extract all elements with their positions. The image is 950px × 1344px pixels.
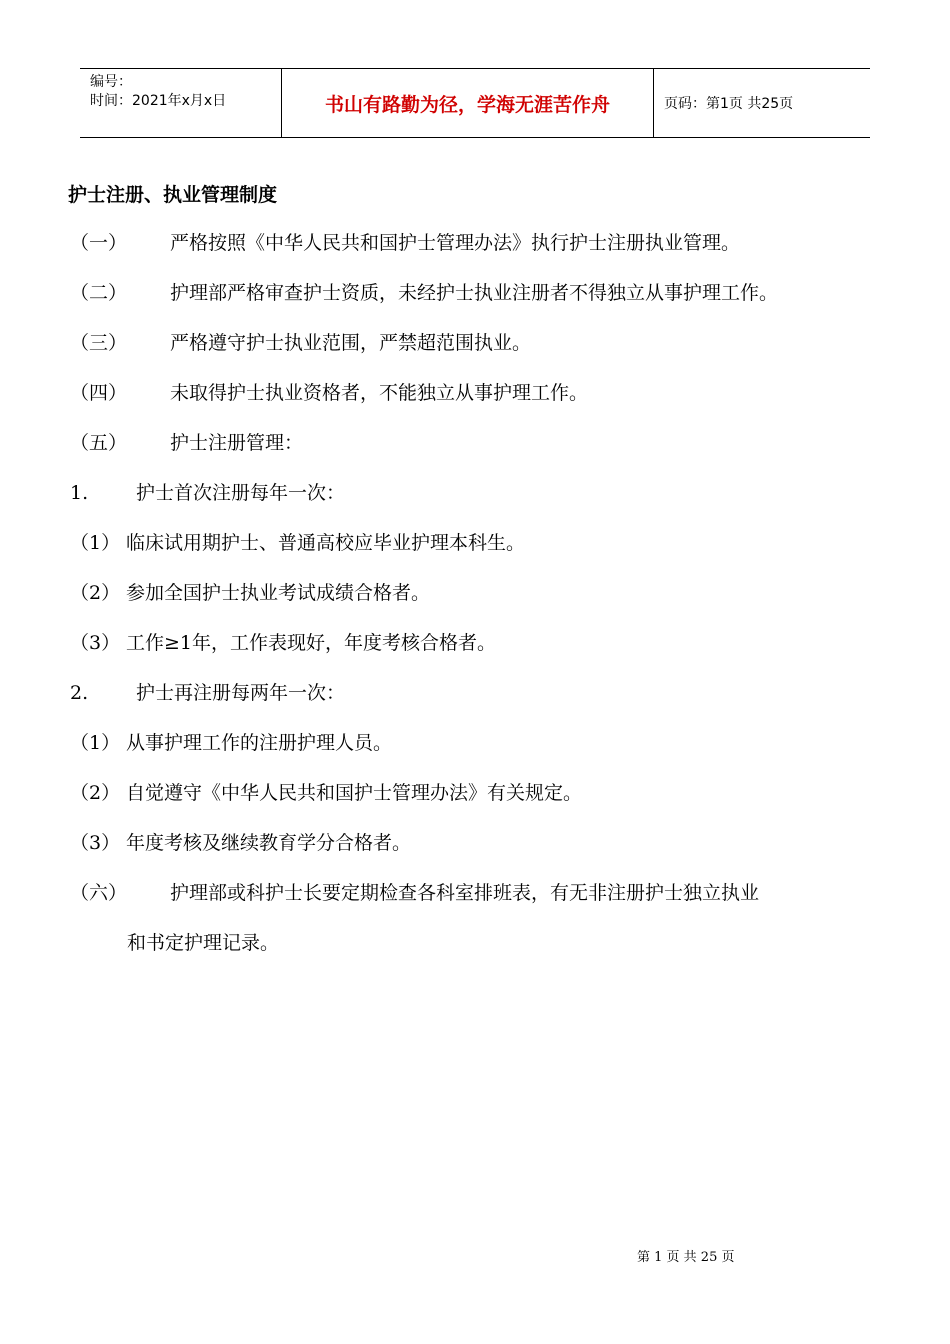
paragraph-12 bbox=[70, 780, 582, 806]
paragraph-mark: （3） bbox=[70, 832, 121, 854]
paragraph-4 bbox=[70, 380, 588, 406]
paragraph-11 bbox=[70, 730, 392, 756]
paragraph-mark: （一） bbox=[70, 232, 128, 254]
paragraph-text: 自觉遵守《中华人民共和国护士管理办法》有关规定。 bbox=[126, 782, 583, 804]
paragraph-text: 临床试用期护士、普通高校应毕业护理本科生。 bbox=[126, 532, 526, 554]
paragraph-13 bbox=[70, 830, 411, 856]
paragraph-text: 从事护理工作的注册护理人员。 bbox=[126, 732, 393, 754]
paragraph-mark: （2） bbox=[70, 582, 121, 604]
paragraph-text: 年度考核及继续教育学分合格者。 bbox=[126, 832, 412, 854]
paragraph-5 bbox=[70, 430, 303, 456]
paragraph-continuation: 和书定护理记录。 bbox=[127, 932, 280, 954]
header-meta bbox=[80, 69, 282, 137]
document-title: 护士注册、执业管理制度 bbox=[68, 184, 278, 206]
paragraph-mark: 1. bbox=[70, 482, 89, 504]
paragraph-mark: （3） bbox=[70, 632, 121, 654]
paragraph-3 bbox=[70, 330, 531, 356]
paragraph-mark: （1） bbox=[70, 732, 121, 754]
paragraph-mark: （2） bbox=[70, 782, 121, 804]
paragraph-6 bbox=[70, 480, 345, 506]
paragraph-mark: （四） bbox=[70, 382, 128, 404]
paragraph-text: 参加全国护士执业考试成绩合格者。 bbox=[126, 582, 431, 604]
paragraph-text: 未取得护士执业资格者，不能独立从事护理工作。 bbox=[170, 382, 589, 404]
paragraph-mark: 2. bbox=[70, 682, 89, 704]
paragraph-text: 严格按照《中华人民共和国护士管理办法》执行护士注册执业管理。 bbox=[170, 232, 741, 254]
paragraph-mark: （六） bbox=[70, 882, 128, 904]
paragraph-9 bbox=[70, 630, 496, 656]
paragraph-text: 工作≥1年，工作表现好，年度考核合格者。 bbox=[126, 632, 497, 654]
paragraph-14 bbox=[70, 880, 759, 906]
paragraph-mark: （三） bbox=[70, 332, 128, 354]
paragraph-text: 严格遵守护士执业范围，严禁超范围执业。 bbox=[170, 332, 532, 354]
paragraph-8 bbox=[70, 580, 430, 606]
paragraph-mark: （1） bbox=[70, 532, 121, 554]
page-header bbox=[80, 68, 870, 138]
paragraph-10 bbox=[70, 680, 345, 706]
paragraph-text: 护理部或科护士长要定期检查各科室排班表，有无非注册护士独立执业 bbox=[170, 882, 760, 904]
time-label: 时间：2021年x月x日 bbox=[90, 93, 227, 109]
paragraph-mark: （五） bbox=[70, 432, 128, 454]
paragraph-7 bbox=[70, 530, 525, 556]
paragraph-1 bbox=[70, 230, 740, 256]
header-page-info: 页码：第1页 共25页 bbox=[664, 96, 794, 112]
paragraph-2 bbox=[70, 280, 778, 306]
paragraph-mark: （二） bbox=[70, 282, 128, 304]
number-label: 编号： bbox=[90, 74, 132, 90]
paragraph-text: 护士首次注册每年一次： bbox=[136, 482, 346, 504]
paragraph-text: 护士再注册每两年一次： bbox=[136, 682, 346, 704]
paragraph-text: 护理部严格审查护士资质，未经护士执业注册者不得独立从事护理工作。 bbox=[170, 282, 779, 304]
page-footer: 第 1 页 共 25 页 bbox=[637, 1250, 735, 1265]
header-motto: 书山有路勤为径，学海无涯苦作舟 bbox=[282, 69, 654, 137]
paragraph-text: 护士注册管理： bbox=[170, 432, 304, 454]
